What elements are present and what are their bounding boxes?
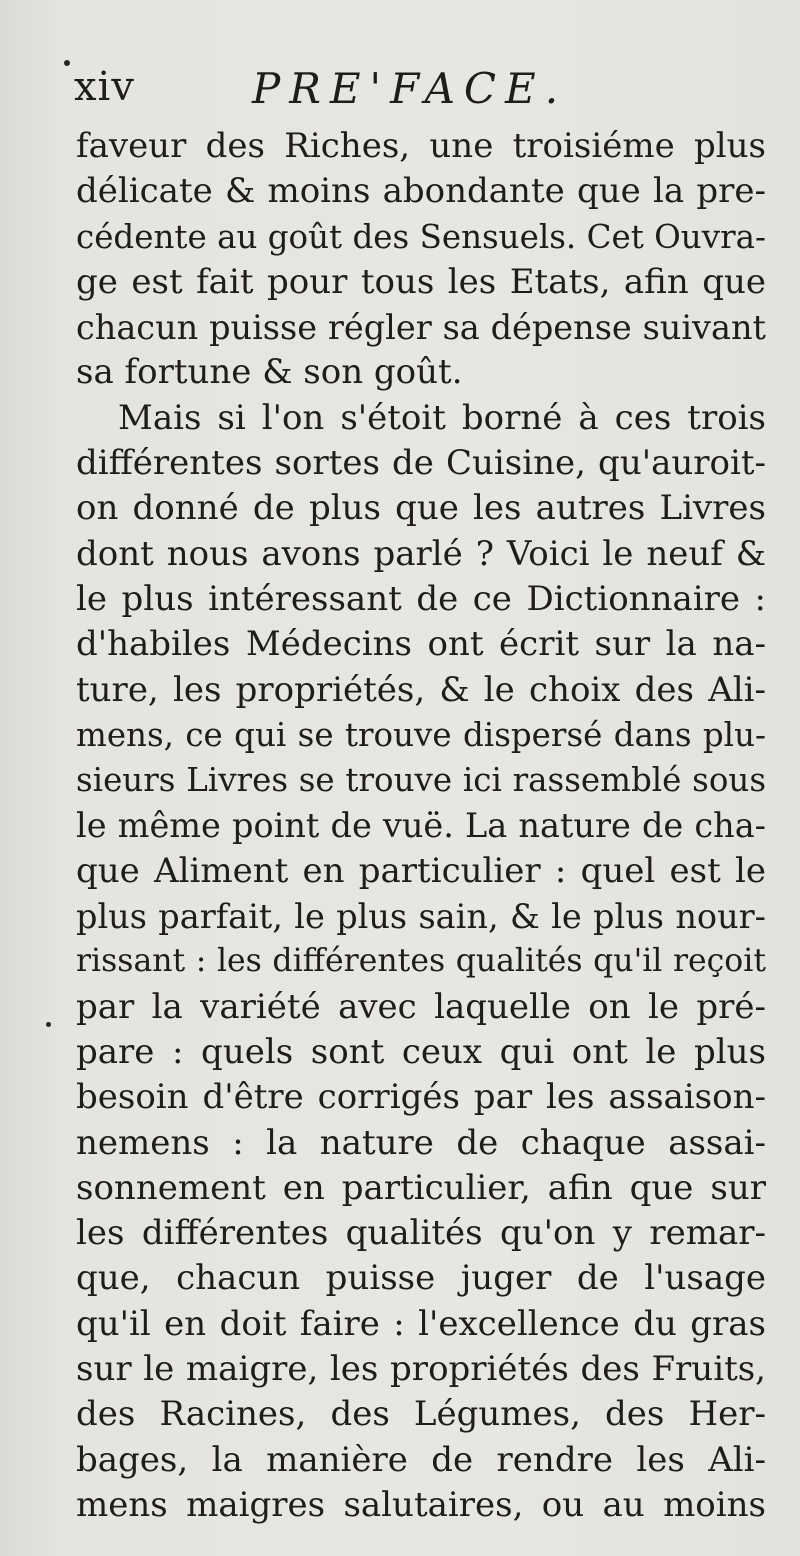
text-line: sonnement en particulier, afin que sur <box>76 1167 766 1208</box>
text-line: cédente au goût des Sensuels. Cet Ouvra- <box>76 217 766 256</box>
text-line: bages, la manière de rendre les Ali- <box>76 1439 766 1480</box>
text-line: d'habiles Médecins ont écrit sur la na- <box>76 624 766 665</box>
text-line: sur le maigre, les propriétés des Fruits, <box>76 1349 766 1390</box>
text-line: que, chacun puisse juger de l'usage <box>76 1258 766 1299</box>
text-line: par la variété avec laquelle on le pré- <box>76 986 766 1027</box>
text-line: ture, les propriétés, & le choix des Ali- <box>76 669 766 710</box>
body-text <box>76 124 766 1528</box>
text-line: dont nous avons parlé ? Voici le neuf & <box>76 533 766 574</box>
text-line: sa fortune & son goût. <box>76 352 463 393</box>
text-line: chacun puisse régler sa dépense suivant <box>76 308 766 348</box>
text-line: on donné de plus que les autres Livres <box>76 488 766 529</box>
text-line: mens, ce qui se trouve dispersé dans plu- <box>76 715 766 754</box>
text-line: pare : quels sont ceux qui ont le plus <box>76 1031 766 1072</box>
paragraph-start-line: Mais si l'on s'étoit borné à ces trois <box>118 397 766 438</box>
text-line: sieurs Livres se trouve ici rassemblé sous <box>76 761 766 800</box>
ink-speck <box>64 60 70 66</box>
text-line: les différentes qualités qu'on y remar- <box>76 1213 766 1254</box>
text-line: ge est fait pour tous les Etats, afin que <box>76 261 766 302</box>
ink-speck <box>46 1022 51 1027</box>
text-line: mens maigres salutaires, ou au moins <box>76 1484 766 1525</box>
text-line: que Aliment en particulier : quel est le <box>76 850 766 891</box>
text-line: le plus intéressant de ce Dictionnaire : <box>76 578 766 619</box>
running-title: PRE'FACE. <box>252 64 568 113</box>
text-line: plus parfait, le plus sain, & le plus nour- <box>76 897 766 937</box>
page-number: xiv <box>74 64 135 110</box>
text-line: rissant : les différentes qualités qu'il reçoit <box>76 943 766 980</box>
text-line: le même point de vuë. La nature de cha- <box>76 806 766 846</box>
text-line: nemens : la nature de chaque assai- <box>76 1122 766 1163</box>
text-line: délicate & moins abondante que la pre- <box>76 171 766 212</box>
text-line: besoin d'être corrigés par les assaison- <box>76 1077 766 1118</box>
running-head <box>74 64 674 124</box>
text-line: des Racines, des Légumes, des Her- <box>76 1394 766 1435</box>
text-line: différentes sortes de Cuisine, qu'auroit- <box>76 443 766 484</box>
text-line: faveur des Riches, une troisiéme plus <box>76 126 766 166</box>
text-line: qu'il en doit faire : l'excellence du gras <box>76 1303 766 1344</box>
